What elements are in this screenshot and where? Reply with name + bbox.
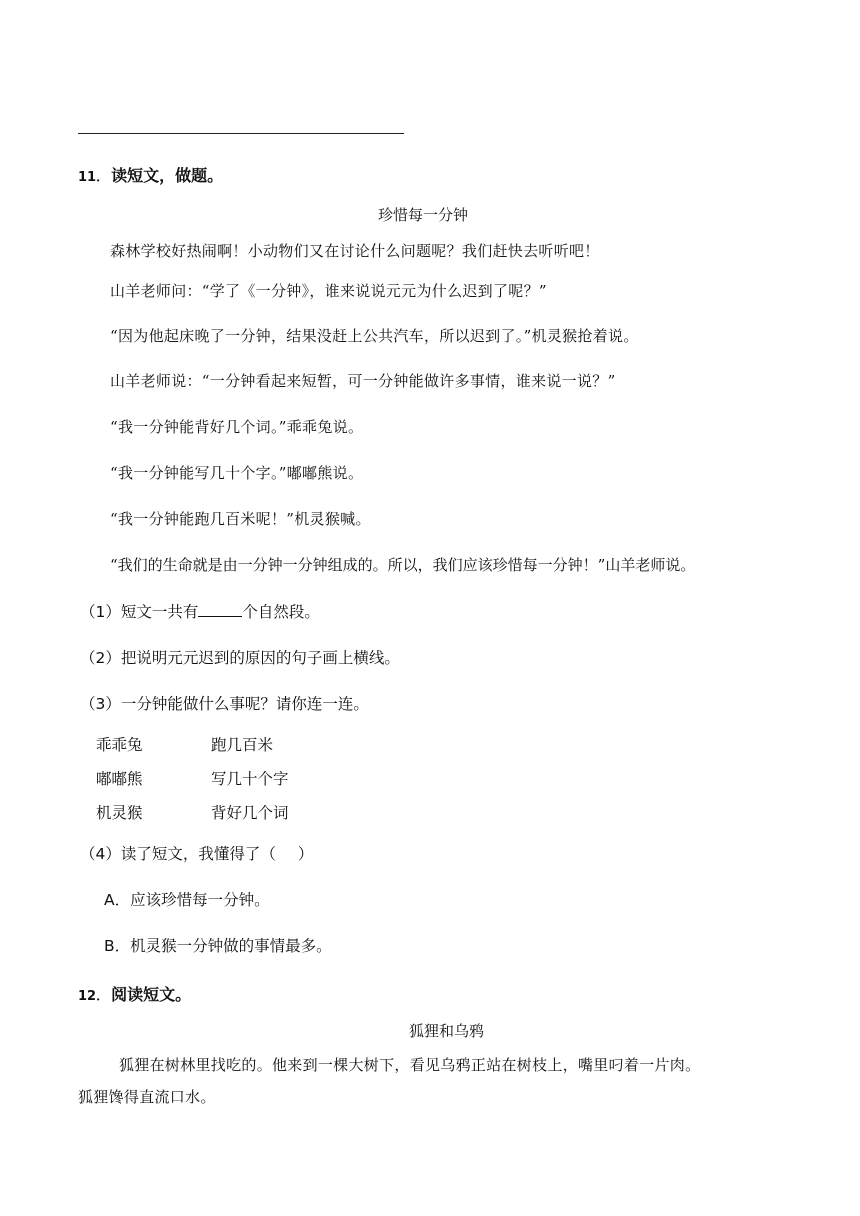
sub-question-3: （3）一分钟能做什么事呢？请你连一连。 [80, 695, 369, 713]
sub-question-1-text: （1）短文一共有 [80, 603, 199, 621]
option-a[interactable]: A．应该珍惜每一分钟。 [104, 891, 270, 909]
question-text: 读短文，做题。 [111, 166, 224, 185]
passage-title: 狐狸和乌鸦 [409, 1022, 485, 1040]
question-11-heading [78, 163, 223, 186]
paragraph-continued: 狐狸馋得直流口水。 [78, 1088, 216, 1106]
paragraph: “我们的生命就是由一分钟一分钟组成的。所以，我们应该珍惜每一分钟！”山羊老师说。 [110, 556, 696, 574]
match-left-item[interactable]: 乖乖兔 [96, 736, 143, 754]
match-right-item[interactable]: 跑几百米 [211, 736, 274, 754]
paragraph: 狐狸在树林里找吃的。他来到一棵大树下，看见乌鸦正站在树枝上，嘴里叼着一片肉。 [119, 1056, 701, 1074]
question-12-heading [78, 982, 191, 1005]
passage-title: 珍惜每一分钟 [378, 206, 469, 224]
match-right-item[interactable]: 背好几个词 [211, 804, 289, 822]
paragraph: “因为他起床晚了一分钟，结果没赶上公共汽车，所以迟到了。”机灵猴抢着说。 [110, 327, 639, 345]
paragraph: 山羊老师问：“学了《一分钟》，谁来说说元元为什么迟到了呢？” [110, 282, 547, 300]
question-number: 11． [78, 170, 110, 185]
fill-blank[interactable] [198, 602, 242, 617]
paragraph: 山羊老师说：“一分钟看起来短暂，可一分钟能做许多事情，谁来说一说？” [110, 372, 616, 390]
sub-question-1-text-end: 个自然段。 [242, 603, 320, 621]
option-b[interactable]: B．机灵猴一分钟做的事情最多。 [104, 937, 332, 955]
question-text: 阅读短文。 [111, 985, 192, 1004]
sub-question-4-text: （4）读了短文，我懂得了（ [80, 845, 276, 863]
question-number: 12． [78, 989, 110, 1004]
match-right-item[interactable]: 写几十个字 [211, 770, 289, 788]
sub-question-4 [80, 842, 313, 864]
sub-question-4-text-end: ） [297, 845, 314, 863]
match-left-item[interactable]: 机灵猴 [96, 804, 143, 822]
paragraph: 森林学校好热闹啊！小动物们又在讨论什么问题呢？我们赶快去听听吧！ [110, 242, 600, 260]
answer-line [78, 133, 404, 134]
paragraph: “我一分钟能背好几个词。”乖乖兔说。 [110, 418, 364, 436]
paragraph: “我一分钟能写几十个字。”嘟嘟熊说。 [110, 464, 364, 482]
paragraph: “我一分钟能跑几百米呢！”机灵猴喊。 [110, 510, 371, 528]
sub-question-2: （2）把说明元元迟到的原因的句子画上横线。 [80, 649, 400, 667]
sub-question-1 [80, 600, 320, 622]
match-left-item[interactable]: 嘟嘟熊 [96, 770, 143, 788]
